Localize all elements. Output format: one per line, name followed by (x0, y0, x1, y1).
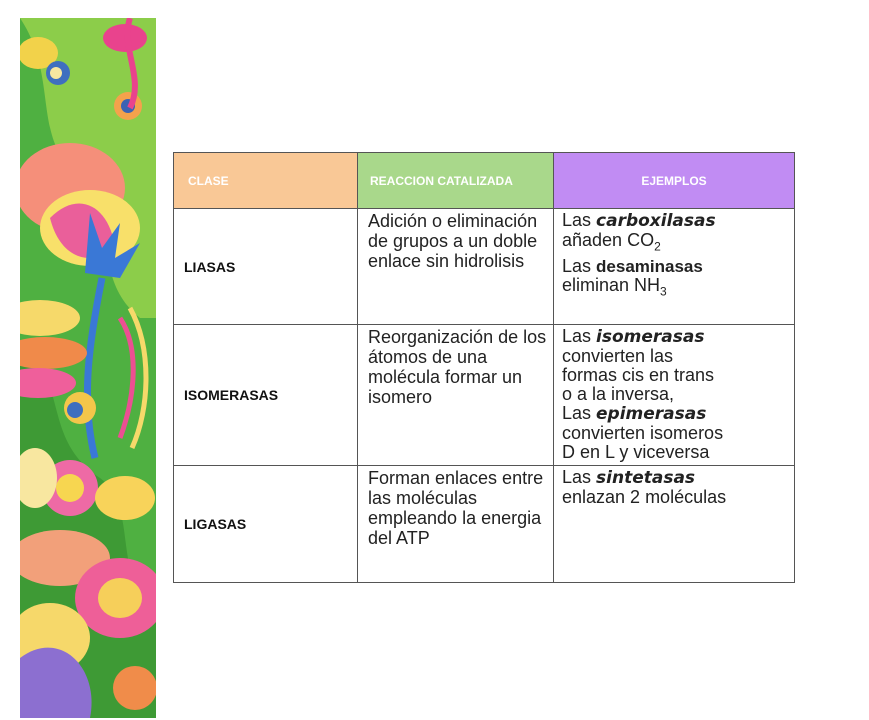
header-ejemplos: EJEMPLOS (554, 153, 795, 209)
enzyme-name: sintetasas (596, 468, 696, 488)
table-row (174, 209, 795, 325)
ejemplo-line: enlazan 2 moléculas (562, 487, 727, 507)
ejemplo-line (562, 404, 790, 424)
ejemplo-text: añaden CO (562, 230, 655, 250)
reaccion-cell: Forman enlaces entre las moléculas empleando la energia del ATP (358, 466, 554, 583)
enzyme-name: carboxilasas (596, 211, 716, 231)
enzyme-name: isomerasas (596, 327, 705, 347)
ejemplo-line: formas cis en trans (562, 365, 715, 385)
clase-cell: LIGASAS (174, 466, 358, 583)
subscript: 2 (654, 239, 661, 254)
subscript: 3 (660, 284, 667, 299)
enzyme-name: epimerasas (596, 404, 707, 424)
ejemplo-line (562, 211, 790, 231)
ejemplo-line (562, 276, 790, 302)
ejemplo-line: convierten isomeros (562, 423, 724, 443)
ejemplos-cell (554, 466, 795, 583)
clase-cell: LIASAS (174, 209, 358, 325)
ejemplo-text: Las (562, 467, 597, 487)
header-reaccion-catalizada: REACCION CATALIZADA (358, 153, 554, 209)
ejemplo-line (562, 327, 790, 347)
table-row (174, 325, 795, 466)
clase-cell: ISOMERASAS (174, 325, 358, 466)
floral-pattern-image (20, 18, 156, 718)
ejemplos-cell (554, 325, 795, 466)
ejemplo-line: convierten las (562, 346, 674, 366)
ejemplo-line: D en L y viceversa (562, 442, 710, 462)
ejemplo-text: eliminan NH (562, 274, 661, 295)
ejemplo-line (562, 231, 790, 257)
reaccion-cell: Reorganización de los átomos de una molécula formar un isomero (358, 325, 554, 466)
floral-decoration (20, 18, 156, 718)
table-header-row (174, 153, 795, 209)
enzyme-classes-table (173, 152, 795, 583)
ejemplo-text: Las (562, 255, 597, 276)
ejemplo-text: Las (562, 210, 597, 230)
ejemplo-line: o a la inversa, (562, 384, 675, 404)
ejemplo-text: Las (562, 326, 597, 346)
ejemplos-cell (554, 209, 795, 325)
ejemplo-line (562, 468, 790, 488)
table-row (174, 466, 795, 583)
ejemplo-text: Las (562, 403, 597, 423)
header-clase: CLASE (174, 153, 358, 209)
ejemplo-line (562, 257, 790, 276)
enzyme-name: desaminasas (596, 256, 703, 276)
reaccion-cell: Adición o eliminación de grupos a un doble enlace sin hidrolisis (358, 209, 554, 325)
